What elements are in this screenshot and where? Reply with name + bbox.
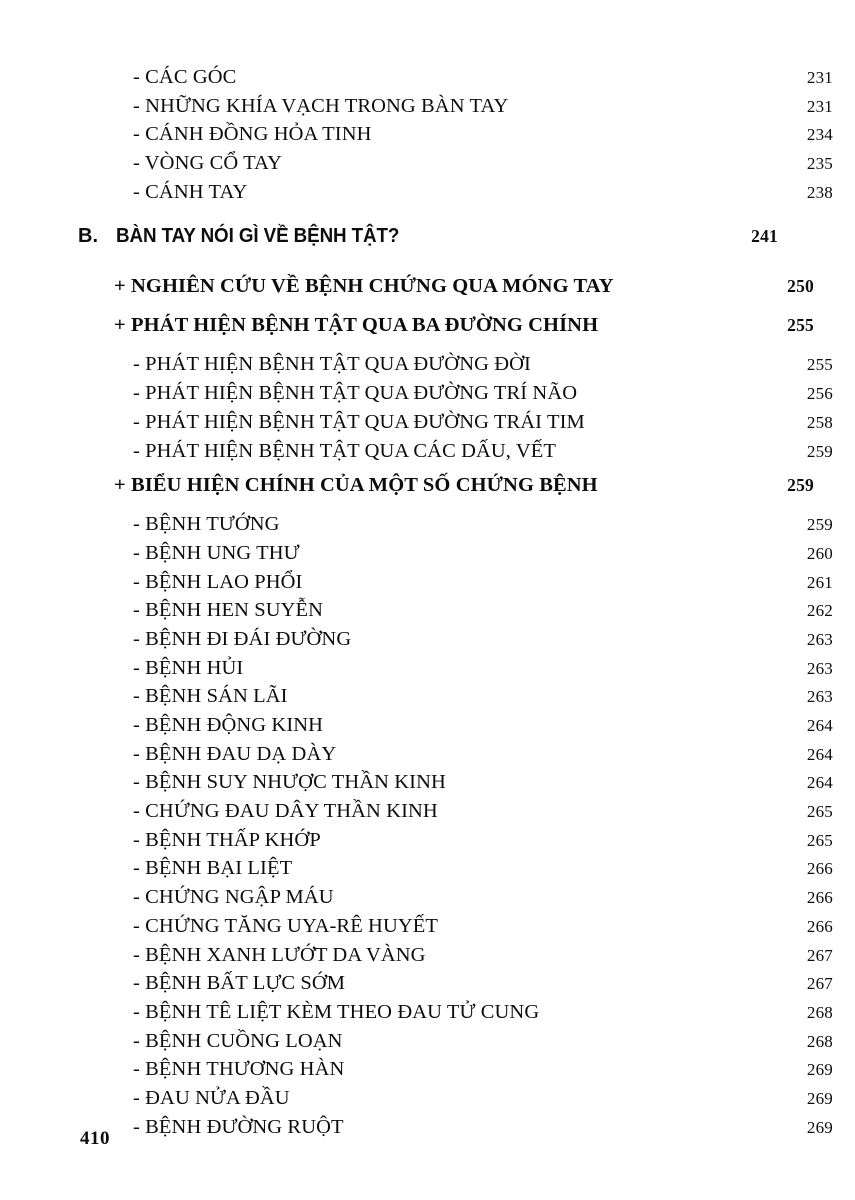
toc-entry-page-number: 238 — [806, 182, 833, 202]
toc-entry-page-number: 265 — [806, 830, 833, 850]
toc-entry[interactable] — [78, 123, 833, 152]
toc-entry-page-number: 264 — [806, 744, 833, 764]
toc-entry[interactable] — [78, 800, 833, 829]
toc-entry-page-number: 262 — [806, 601, 833, 621]
toc-entry[interactable] — [78, 382, 833, 411]
toc-entry-page-number: 259 — [806, 441, 833, 461]
toc-entry[interactable] — [78, 1116, 833, 1145]
toc-entry[interactable] — [78, 275, 814, 314]
toc-entry-label: - BỆNH BẠI LIỆT — [133, 857, 293, 880]
toc-entry[interactable] — [78, 714, 833, 743]
toc-entry-page-number: 255 — [806, 355, 833, 375]
toc-entry[interactable] — [78, 66, 833, 95]
toc-entry-page-number: 269 — [806, 1088, 833, 1108]
toc-entry-page-number: 263 — [806, 629, 833, 649]
toc-entry-page-number: 259 — [806, 515, 833, 535]
toc-entry-label: - BỆNH ĐƯỜNG RUỘT — [133, 1115, 344, 1138]
toc-entry-page-number: 266 — [806, 859, 833, 879]
toc-entry-page-number: 235 — [806, 154, 833, 174]
toc-entry-page-number: 266 — [806, 888, 833, 908]
toc-entry-label: - NHỮNG KHÍA VẠCH TRONG BÀN TAY — [133, 94, 509, 117]
toc-entry-page-number: 264 — [806, 716, 833, 735]
toc-entry-page-number: 266 — [806, 916, 833, 936]
toc-entry-page-number: 267 — [806, 974, 833, 994]
toc-entry-label: - CÁNH ĐỒNG HỎA TINH — [133, 123, 372, 146]
toc-entry[interactable] — [78, 628, 833, 657]
toc-entry-label: - BỆNH XANH LƯỚT DA VÀNG — [133, 943, 426, 966]
toc-entry-page-number: 250 — [787, 276, 814, 297]
toc-entry[interactable] — [78, 685, 833, 714]
toc-entry[interactable] — [78, 1001, 833, 1030]
toc-entry[interactable] — [78, 915, 833, 944]
toc-entry-label: - BỆNH ĐAU DẠ DÀY — [133, 742, 337, 765]
toc-entry-label: - BỆNH THẤP KHỚP — [133, 828, 321, 851]
toc-entry-label: - BỆNH HỦI — [133, 656, 244, 679]
toc-entry-page-number: 264 — [806, 773, 833, 793]
page-folio-number: 410 — [80, 1128, 110, 1149]
toc-entry[interactable] — [78, 440, 833, 469]
toc-entry[interactable] — [78, 411, 833, 440]
toc-entry[interactable] — [78, 314, 814, 353]
toc-entry[interactable] — [78, 829, 833, 858]
toc-entry-page-number: 269 — [806, 1117, 833, 1137]
toc-entry-label: - BỆNH THƯƠNG HÀN — [133, 1058, 345, 1081]
toc-entry-label: - CHỨNG TĂNG UYA-RÊ HUYẾT — [133, 914, 439, 937]
toc-entry-page-number: 231 — [806, 96, 833, 116]
toc-entry[interactable] — [78, 474, 814, 513]
toc-entry-label: - BỆNH BẤT LỰC SỚM — [133, 972, 346, 995]
toc-entry-page-number: 260 — [806, 543, 833, 563]
toc-entry-label: - VÒNG CỔ TAY — [133, 152, 283, 175]
toc-entry-label: - PHÁT HIỆN BỆNH TẬT QUA ĐƯỜNG TRÍ NÃO — [133, 382, 578, 405]
toc-entry[interactable] — [78, 513, 833, 542]
toc-entry-page-number: 267 — [806, 945, 833, 965]
toc-entry[interactable] — [78, 542, 833, 571]
toc-entry-label: + BIỂU HIỆN CHÍNH CỦA MỘT SỐ CHỨNG BỆNH — [114, 474, 598, 497]
toc-entry-page-number: 265 — [806, 802, 833, 822]
toc-entry-label: BÀN TAY NÓI GÌ VỀ BỆNH TẬT? — [116, 225, 400, 248]
toc-entry[interactable] — [78, 886, 833, 915]
toc-entry[interactable] — [78, 95, 833, 124]
toc-entry-page-number: 259 — [787, 475, 814, 496]
toc-entry-page-number: 263 — [806, 687, 833, 707]
toc-entry-label: - BỆNH ĐỘNG KINH — [133, 714, 324, 736]
toc-entry[interactable] — [78, 857, 833, 886]
toc-entry-label: - BỆNH SÁN LÃI — [133, 685, 288, 708]
toc-entry[interactable] — [78, 1058, 833, 1087]
toc-section-letter: B. — [78, 225, 98, 248]
toc-entry-label: + NGHIÊN CỨU VỀ BỆNH CHỨNG QUA MÓNG TAY — [114, 275, 614, 298]
toc-entry[interactable] — [78, 225, 778, 269]
toc-entry[interactable] — [78, 771, 833, 800]
toc-entry[interactable] — [78, 944, 833, 973]
toc-entry-page-number: 263 — [806, 658, 833, 678]
toc-entry-label: - PHÁT HIỆN BỆNH TẬT QUA ĐƯỜNG TRÁI TIM — [133, 410, 585, 433]
toc-entry[interactable] — [78, 152, 833, 181]
toc-entry-label: - BỆNH SUY NHƯỢC THẦN KINH — [133, 771, 446, 794]
toc-entry-label: - BỆNH LAO PHỔI — [133, 570, 303, 593]
toc-entry-label: - PHÁT HIỆN BỆNH TẬT QUA ĐƯỜNG ĐỜI — [133, 353, 531, 376]
toc-entry[interactable] — [78, 181, 833, 210]
toc-entry-label: - CHỨNG NGẬP MÁU — [133, 886, 334, 909]
toc-entry-label: - CÁNH TAY — [133, 180, 248, 203]
toc-entry-label: - CHỨNG ĐAU DÂY THẦN KINH — [133, 800, 438, 823]
toc-entry-page-number: 231 — [806, 68, 833, 87]
toc-entry[interactable] — [78, 1087, 833, 1116]
toc-entry-label: - BỆNH TÊ LIỆT KÈM THEO ĐAU TỬ CUNG — [133, 1000, 540, 1023]
toc-entry-label: - ĐAU NỬA ĐẦU — [133, 1086, 290, 1109]
toc-entry[interactable] — [78, 353, 833, 382]
toc-entry[interactable] — [78, 571, 833, 600]
toc-entry[interactable] — [78, 657, 833, 686]
toc-entry-page-number: 268 — [806, 1002, 833, 1022]
toc-entry-page-number: 234 — [806, 125, 833, 145]
toc-entry-page-number: 255 — [787, 315, 814, 336]
toc-entry-page-number: 256 — [806, 384, 833, 404]
toc-entry-label: - PHÁT HIỆN BỆNH TẬT QUA CÁC DẤU, VẾT — [133, 439, 557, 462]
toc-entry[interactable] — [78, 599, 833, 628]
toc-entry-page-number: 268 — [806, 1031, 833, 1051]
toc-entry-label: - BỆNH ĐI ĐÁI ĐƯỜNG — [133, 627, 352, 650]
toc-entry-page-number: 269 — [806, 1060, 833, 1080]
toc-entry-page-number: 258 — [806, 412, 833, 432]
toc-entry-label: - BỆNH UNG THƯ — [133, 541, 300, 564]
toc-entry[interactable] — [78, 1030, 833, 1059]
toc-entry-label: - BỆNH TƯỚNG — [133, 513, 280, 536]
toc-entry-label: - BỆNH HEN SUYỄN — [133, 599, 324, 622]
table-of-contents-list — [78, 66, 833, 1144]
toc-entry[interactable] — [78, 743, 833, 772]
toc-entry[interactable] — [78, 972, 833, 1001]
toc-entry-label: - CÁC GÓC — [133, 66, 237, 88]
toc-entry-page-number: 241 — [751, 226, 778, 247]
toc-entry-page-number: 261 — [806, 572, 833, 592]
toc-entry-label: - BỆNH CUỒNG LOẠN — [133, 1029, 343, 1052]
toc-entry-label: + PHÁT HIỆN BỆNH TẬT QUA BA ĐƯỜNG CHÍNH — [114, 314, 599, 337]
